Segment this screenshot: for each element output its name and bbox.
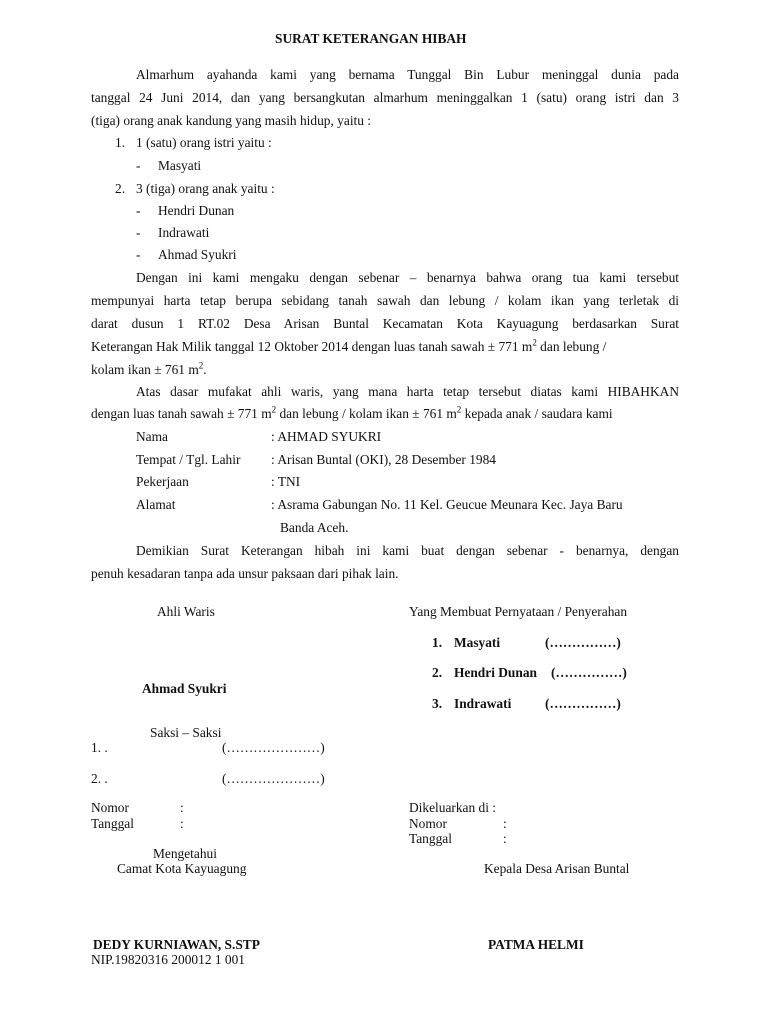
declarant-1-number: 1. [432, 635, 443, 650]
para4-line2: penuh kesadaran tanpa ada unsur paksaan dari pihak lain. [91, 566, 399, 581]
declarant-2-number: 2. [432, 665, 443, 680]
list-dash: - [136, 158, 141, 173]
acknowledged-label: Mengetahui [153, 846, 217, 861]
para2-line4: Keterangan Hak Milik tanggal 12 Oktober 2014 dengan luas tanah sawah ± 771 $m^2$ dan lebung / [91, 337, 607, 354]
para2-line5: kolam ikan ± 761 $m^2$. [91, 360, 207, 377]
para1-line1: Almarhum ayahanda kami yang bernama Tunggal Bin Lubur meninggal dunia pada [136, 67, 679, 82]
declarant-3-name: Indrawati [454, 696, 512, 711]
camat-nip: NIP.19820316 200012 1 001 [91, 952, 245, 967]
right-tanggal-colon: : [503, 831, 507, 846]
list-child-2: Indrawati [158, 225, 210, 240]
para4-line1: Demikian Surat Keterangan hibah ini kami buat dengan sebenar - benarnya, dengan [136, 543, 679, 558]
declarant-3-number: 3. [432, 696, 443, 711]
recipient-birth-label: Tempat / Tgl. Lahir [136, 452, 241, 467]
witness-1-signature: (…………………) [222, 740, 325, 755]
recipient-address: : Asrama Gabungan No. 11 Kel. Geucue Meunara Kec. Jaya Baru [271, 497, 623, 512]
para3-line2: dengan luas tanah sawah ± 771 $m^2$ dan lebung / kolam ikan ± 761 $m^2$ kepada anak / saudara kami [91, 404, 613, 421]
right-tanggal-label: Tanggal [409, 831, 452, 846]
heir-label: Ahli Waris [157, 604, 215, 619]
para1-line2: tanggal 24 Juni 2014, dan yang bersangkutan almarhum meninggalkan 1 (satu) orang istri dan 3 [91, 90, 679, 105]
list-child-1: Hendri Dunan [158, 203, 235, 218]
issued-at-label: Dikeluarkan di : [409, 800, 497, 815]
left-nomor-label: Nomor [91, 800, 129, 815]
right-nomor-label: Nomor [409, 816, 447, 831]
para3-line1: Atas dasar mufakat ahli waris, yang mana harta tetap tersebut diatas kami HIBAHKAN [136, 384, 679, 399]
list-item2: 3 (tiga) orang anak yaitu : [136, 181, 275, 196]
list-item2-number: 2. [115, 181, 126, 196]
para1-line3: (tiga) orang anak kandung yang masih hidup, yaitu : [91, 113, 372, 128]
list-dash: - [136, 247, 141, 262]
recipient-name-label: Nama [136, 429, 168, 444]
recipient-job: : TNI [271, 474, 301, 489]
para2-line2: mempunyai harta tetap berupa sebidang tanah sawah dan lebung / kolam ikan yang terletak di [91, 293, 679, 308]
recipient-address-label: Alamat [136, 497, 176, 512]
camat-name: DEDY KURNIAWAN, S.STP [93, 937, 260, 952]
declarant-3-signature: (……………) [545, 696, 621, 711]
heir-name: Ahmad Syukri [142, 681, 227, 696]
village-head-title: Kepala Desa Arisan Buntal [484, 861, 630, 876]
left-tanggal-colon: : [180, 816, 184, 831]
recipient-birth: : Arisan Buntal (OKI), 28 Desember 1984 [271, 452, 496, 467]
recipient-job-label: Pekerjaan [136, 474, 189, 489]
para2-line3: darat dusun 1 RT.02 Desa Arisan Buntal Kecamatan Kota Kayuagung berdasarkan Surat [91, 316, 679, 331]
right-nomor-colon: : [503, 816, 507, 831]
camat-title: Camat Kota Kayuagung [117, 861, 247, 876]
list-dash: - [136, 203, 141, 218]
list-item1-number: 1. [115, 135, 126, 150]
list-child-3: Ahmad Syukri [158, 247, 237, 262]
witness-1-number: 1. . [91, 740, 108, 755]
recipient-address-line2: Banda Aceh. [280, 520, 349, 535]
witness-2-number: 2. . [91, 771, 108, 786]
village-head-name: PATMA HELMI [488, 937, 584, 952]
left-nomor-colon: : [180, 800, 184, 815]
declarant-2-signature: (……………) [551, 665, 627, 680]
declarant-2-name: Hendri Dunan [454, 665, 537, 680]
list-wife: Masyati [158, 158, 202, 173]
document-title: SURAT KETERANGAN HIBAH [275, 31, 467, 46]
witness-2-signature: (…………………) [222, 771, 325, 786]
list-dash: - [136, 225, 141, 240]
para2-line1: Dengan ini kami mengaku dengan sebenar – benarnya bahwa orang tua kami tersebut [136, 270, 679, 285]
declarant-1-name: Masyati [454, 635, 501, 650]
declarant-1-signature: (……………) [545, 635, 621, 650]
recipient-name: : AHMAD SYUKRI [271, 429, 382, 444]
witness-label: Saksi – Saksi [150, 725, 222, 740]
left-tanggal-label: Tanggal [91, 816, 134, 831]
list-item1: 1 (satu) orang istri yaitu : [136, 135, 272, 150]
declarant-label: Yang Membuat Pernyataan / Penyerahan [409, 604, 628, 619]
